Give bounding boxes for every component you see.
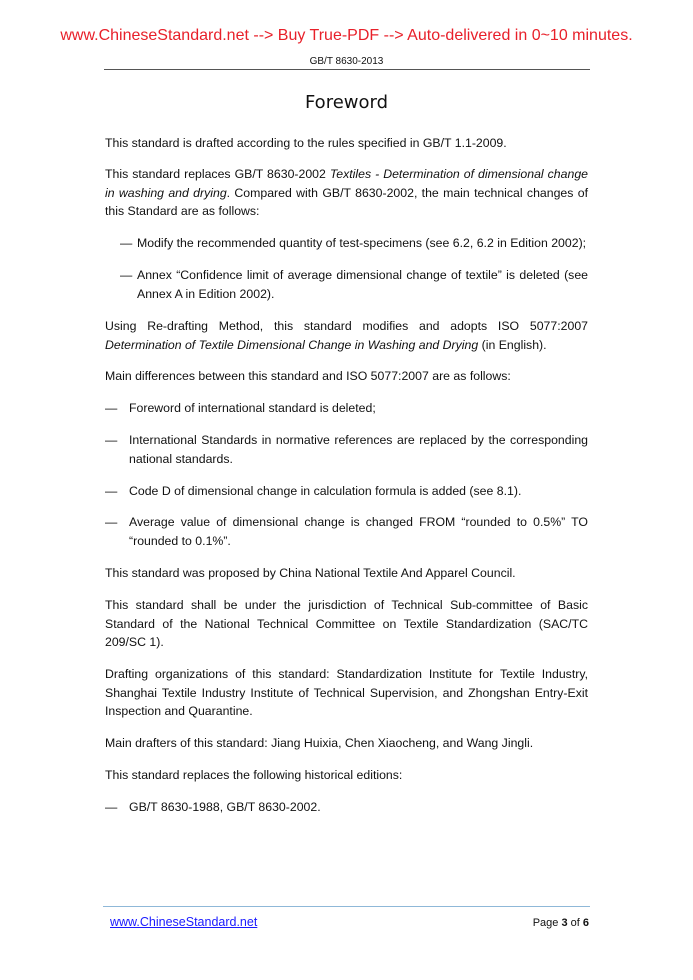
italic-title: Textiles - Determination of dimensional change in washing and drying <box>105 167 588 200</box>
list-item <box>105 399 588 418</box>
dash: — <box>105 401 118 415</box>
header-rule <box>104 69 590 70</box>
text: GB/T 8630-1988, GB/T 8630-2002. <box>129 800 321 814</box>
paragraph: Main drafters of this standard: Jiang Huixia, Chen Xiaocheng, and Wang Jingli. <box>105 736 534 750</box>
text: International Standards in normative references are replaced by the corresponding national standards. <box>129 433 588 466</box>
text: This standard replaces GB/T 8630-2002 <box>105 167 330 181</box>
promo-banner[interactable]: www.ChineseStandard.net --> Buy True-PDF --> Auto-delivered in 0~10 minutes. <box>60 27 633 44</box>
text: Code D of dimensional change in calculation formula is added (see 8.1). <box>129 484 522 498</box>
text: Annex “Confidence limit of average dimensional change of textile” is deleted (see Annex A in Edition 2002). <box>137 268 588 301</box>
italic-title: Determination of Textile Dimensional Change in Washing and Drying <box>105 337 479 352</box>
list-item <box>120 266 588 303</box>
text: Modify the recommended quantity of test-specimens (see 6.2, 6.2 in Edition 2002); <box>137 236 587 250</box>
page-title: Foreword <box>304 92 389 113</box>
list-item <box>105 798 588 817</box>
dash: — <box>120 236 133 250</box>
paragraph: This standard is drafted according to the rules specified in GB/T 1.1-2009. <box>105 136 507 150</box>
text: Using Re-drafting Method, this standard modifies and adopts ISO 5077:2007 <box>105 319 588 333</box>
paragraph: This standard was proposed by China National Textile And Apparel Council. <box>105 566 516 580</box>
footer-link[interactable]: www.ChineseStandard.net <box>110 915 258 929</box>
paragraph: This standard replaces the following historical editions: <box>105 768 403 782</box>
paragraph: This standard shall be under the jurisdiction of Technical Sub-committee of Basic Standard of the National Technical Committee on Textile Standardization (SAC/TC 209/SC 1). <box>105 598 588 649</box>
text: . Compared with GB/T 8630-2002, the main technical changes of this Standard are as follows: <box>105 185 588 218</box>
page-number <box>533 917 589 929</box>
text: (in English). <box>478 337 547 352</box>
page-separator: of <box>567 917 583 929</box>
dash: — <box>105 800 118 814</box>
paragraph: Drafting organizations of this standard: Standardization Institute for Textile Industry, Shanghai Textile Industry Institute of Technical Supervision, and Zhongshan Entry-Exit Inspection and Quarantine. <box>105 667 588 718</box>
paragraph <box>105 317 588 354</box>
list-item <box>120 234 588 253</box>
list-item <box>105 513 588 550</box>
current-page: 3 <box>561 917 568 929</box>
dash: — <box>120 268 133 282</box>
text: Average value of dimensional change is changed FROM “rounded to 0.5%” TO “rounded to 0.1%”. <box>129 515 588 548</box>
paragraph <box>105 165 588 221</box>
total-pages: 6 <box>582 917 589 929</box>
running-header: GB/T 8630-2013 <box>309 56 384 67</box>
page-label: Page <box>532 917 562 929</box>
list-item <box>105 482 588 501</box>
footer-rule <box>103 906 590 907</box>
list-item <box>105 431 588 468</box>
text: Foreword of international standard is deleted; <box>129 401 376 415</box>
paragraph: Main differences between this standard and ISO 5077:2007 are as follows: <box>105 369 511 383</box>
dash: — <box>105 484 118 498</box>
dash: — <box>105 515 118 529</box>
dash: — <box>105 433 118 447</box>
